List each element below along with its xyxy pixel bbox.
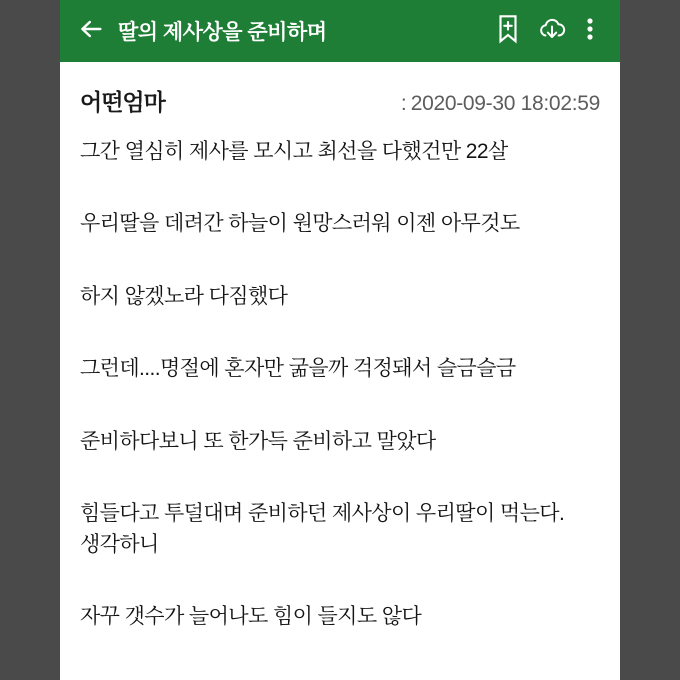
post-timestamp: 2020-09-30 18:02:59 [410,92,600,115]
post-paragraph: 그간 열심히 제사를 모시고 최선을 다했건만 22살 [80,140,508,163]
phone-viewport [60,0,620,680]
post-paragraph: 하지 않겠노라 다짐했다 [80,284,288,308]
bookmark-add-icon [495,14,521,49]
right-gutter [620,0,680,680]
cloud-download-icon [537,15,567,48]
page-title: 딸의 제사상을 준비하며 [118,21,327,44]
post-author: 어떤엄마 [80,89,165,115]
overflow-menu-button[interactable] [574,9,606,53]
post-meta [60,62,620,127]
back-button[interactable] [70,10,112,52]
app-bar [60,0,620,62]
post-paragraph: 준비하다보니 또 한가득 준비하고 말았다 [80,429,436,453]
left-gutter [0,0,60,680]
post-paragraph: 힘들다고 투덜대며 준비하던 제사상이 우리딸이 먹는다.생각하니 [80,502,565,556]
post-paragraph: 우리딸을 데려간 하늘이 원망스러워 이젠 아무것도 [80,212,520,236]
post-body [60,127,620,633]
download-button[interactable] [530,9,574,53]
more-vertical-icon [586,15,594,48]
arrow-left-icon [77,15,105,48]
meta-separator: : [400,92,407,115]
bookmark-button[interactable] [486,9,530,53]
post-paragraph: 그런데....명절에 혼자만 굶을까 걱정돼서 슬금슬금 [80,357,516,381]
post-paragraph: 자꾸 갯수가 늘어나도 힘이 들지도 않다 [80,605,422,629]
